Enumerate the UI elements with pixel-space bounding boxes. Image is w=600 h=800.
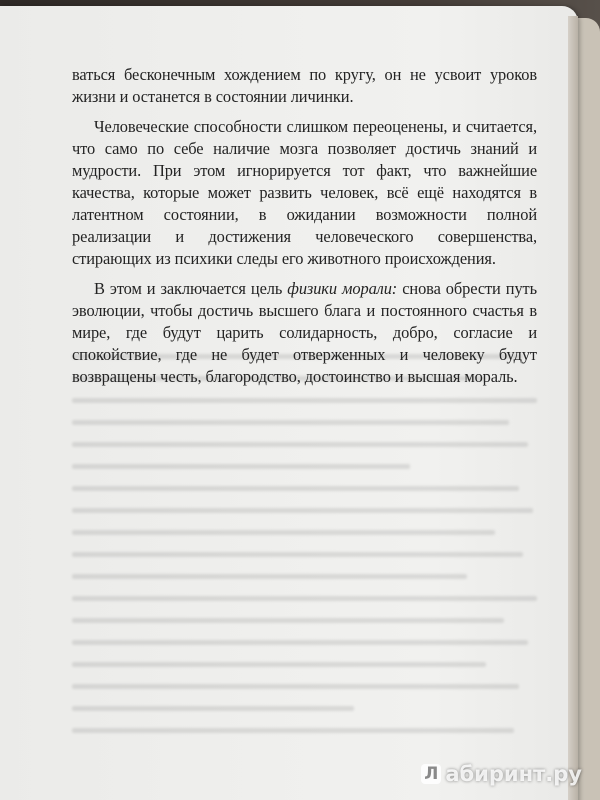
paragraph-3-emphasis: физики морали: bbox=[287, 279, 398, 298]
paragraph-2: Человеческие способности слишком переоценены, и считается, что само по себе наличие мозга позволяет достичь знаний и мудрости. При этом игнорируется тот факт, что важнейшие качества, которые может развить человек, всё ещё находятся в латентном состоянии, в ожидании возможности полной реализации и достижения человеческого совершенства, стирающих из психики следы его животного происхождения. bbox=[72, 117, 537, 268]
paragraph-1: ваться бесконечным хождением по кругу, он не усвоит уроков жизни и останется в состоянии личинки. bbox=[72, 65, 537, 106]
show-through-text bbox=[72, 354, 542, 774]
book-page bbox=[0, 6, 578, 800]
paragraph-3-start: В этом и заключается цель bbox=[94, 279, 288, 298]
page-body-text bbox=[72, 64, 537, 396]
paragraph-3 bbox=[72, 278, 537, 388]
watermark-text: абиринт.ру bbox=[445, 762, 582, 786]
page-edge bbox=[568, 16, 578, 800]
labirint-watermark bbox=[421, 762, 582, 786]
paragraph-3-end: снова обрести путь эволюции, чтобы достичь высшего блага и постоянного счастья в мире, где будут царить солидарность, добро, согласие и спокойствие, где не будет отверженных и человеку будут возвращены честь, благородство, достоинство и высшая мораль. bbox=[72, 279, 537, 386]
labirint-logo-icon: Л bbox=[421, 764, 441, 784]
